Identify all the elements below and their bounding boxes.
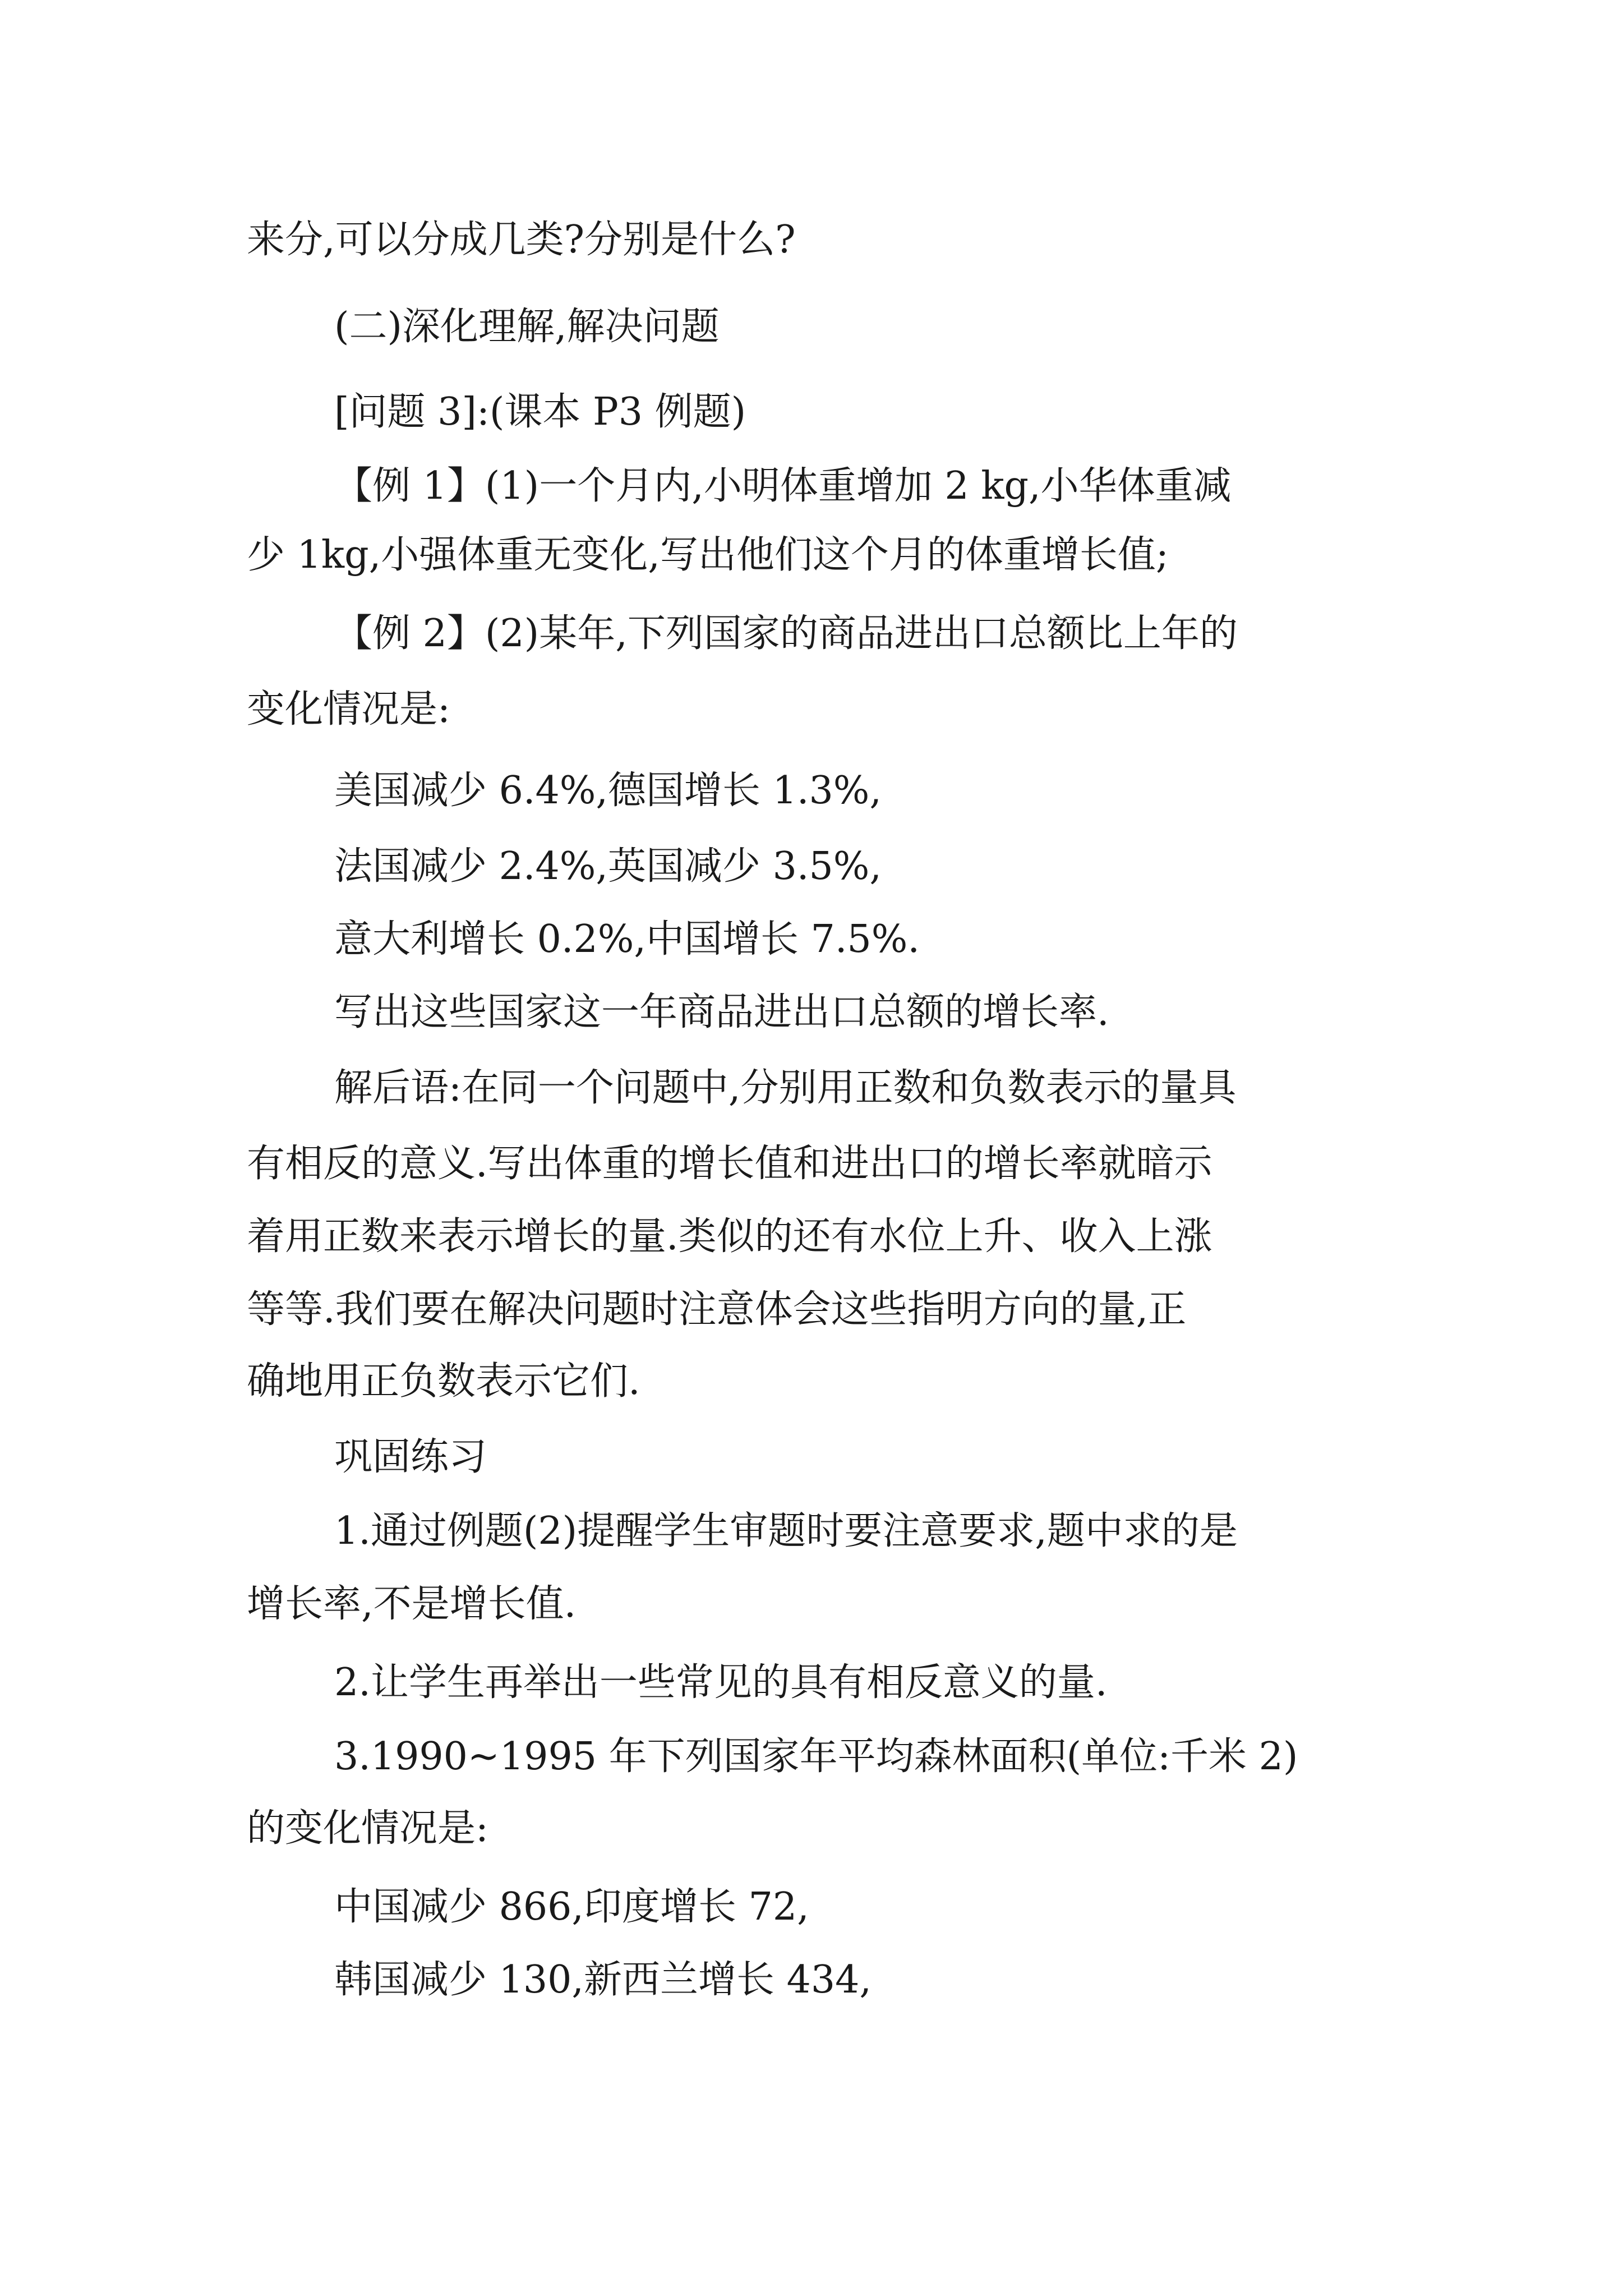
text-line: 等等.我们要在解决问题时注意体会这些指明方向的量,正 <box>247 1287 1187 1332</box>
text-line: 着用正数来表示增长的量.类似的还有水位上升、收入上涨 <box>247 1214 1212 1259</box>
text-line: 1.通过例题(2)提醒学生审题时要注意要求,题中求的是 <box>334 1509 1238 1553</box>
text-line: 来分,可以分成几类?分别是什么? <box>247 218 796 262</box>
text-line: 3.1990~1995 年下列国家年平均森林面积(单位:千米 2) <box>334 1734 1298 1779</box>
text-line: 解后语:在同一个问题中,分别用正数和负数表示的量具 <box>334 1066 1237 1110</box>
question-heading: [问题 3]:(课本 P3 例题) <box>334 390 746 434</box>
text-line: 的变化情况是: <box>247 1806 488 1851</box>
text-line: 增长率,不是增长值. <box>247 1582 577 1626</box>
data-line: 中国减少 866,印度增长 72, <box>334 1885 809 1929</box>
data-line: 美国减少 6.4%,德国增长 1.3%, <box>334 769 882 813</box>
text-line: 确地用正负数表示它们. <box>247 1359 640 1404</box>
example-1-line: 【例 1】(1)一个月内,小明体重增加 2 kg,小华体重减 <box>334 464 1232 508</box>
text-line: 有相反的意义.写出体重的增长值和进出口的增长率就暗示 <box>247 1142 1212 1186</box>
text-line: 变化情况是: <box>247 687 450 731</box>
text-line: 2.让学生再举出一些常见的具有相反意义的量. <box>334 1660 1108 1705</box>
text-line: 少 1kg,小强体重无变化,写出他们这个月的体重增长值; <box>247 533 1169 577</box>
example-2-line: 【例 2】(2)某年,下列国家的商品进出口总额比上年的 <box>334 611 1238 656</box>
section-heading: 巩固练习 <box>334 1435 487 1479</box>
data-line: 韩国减少 130,新西兰增长 434, <box>334 1958 872 2002</box>
data-line: 意大利增长 0.2%,中国增长 7.5%. <box>334 917 920 961</box>
section-heading: (二)深化理解,解决问题 <box>334 305 720 349</box>
data-line: 法国减少 2.4%,英国减少 3.5%, <box>334 844 882 889</box>
text-line: 写出这些国家这一年商品进出口总额的增长率. <box>334 990 1109 1034</box>
